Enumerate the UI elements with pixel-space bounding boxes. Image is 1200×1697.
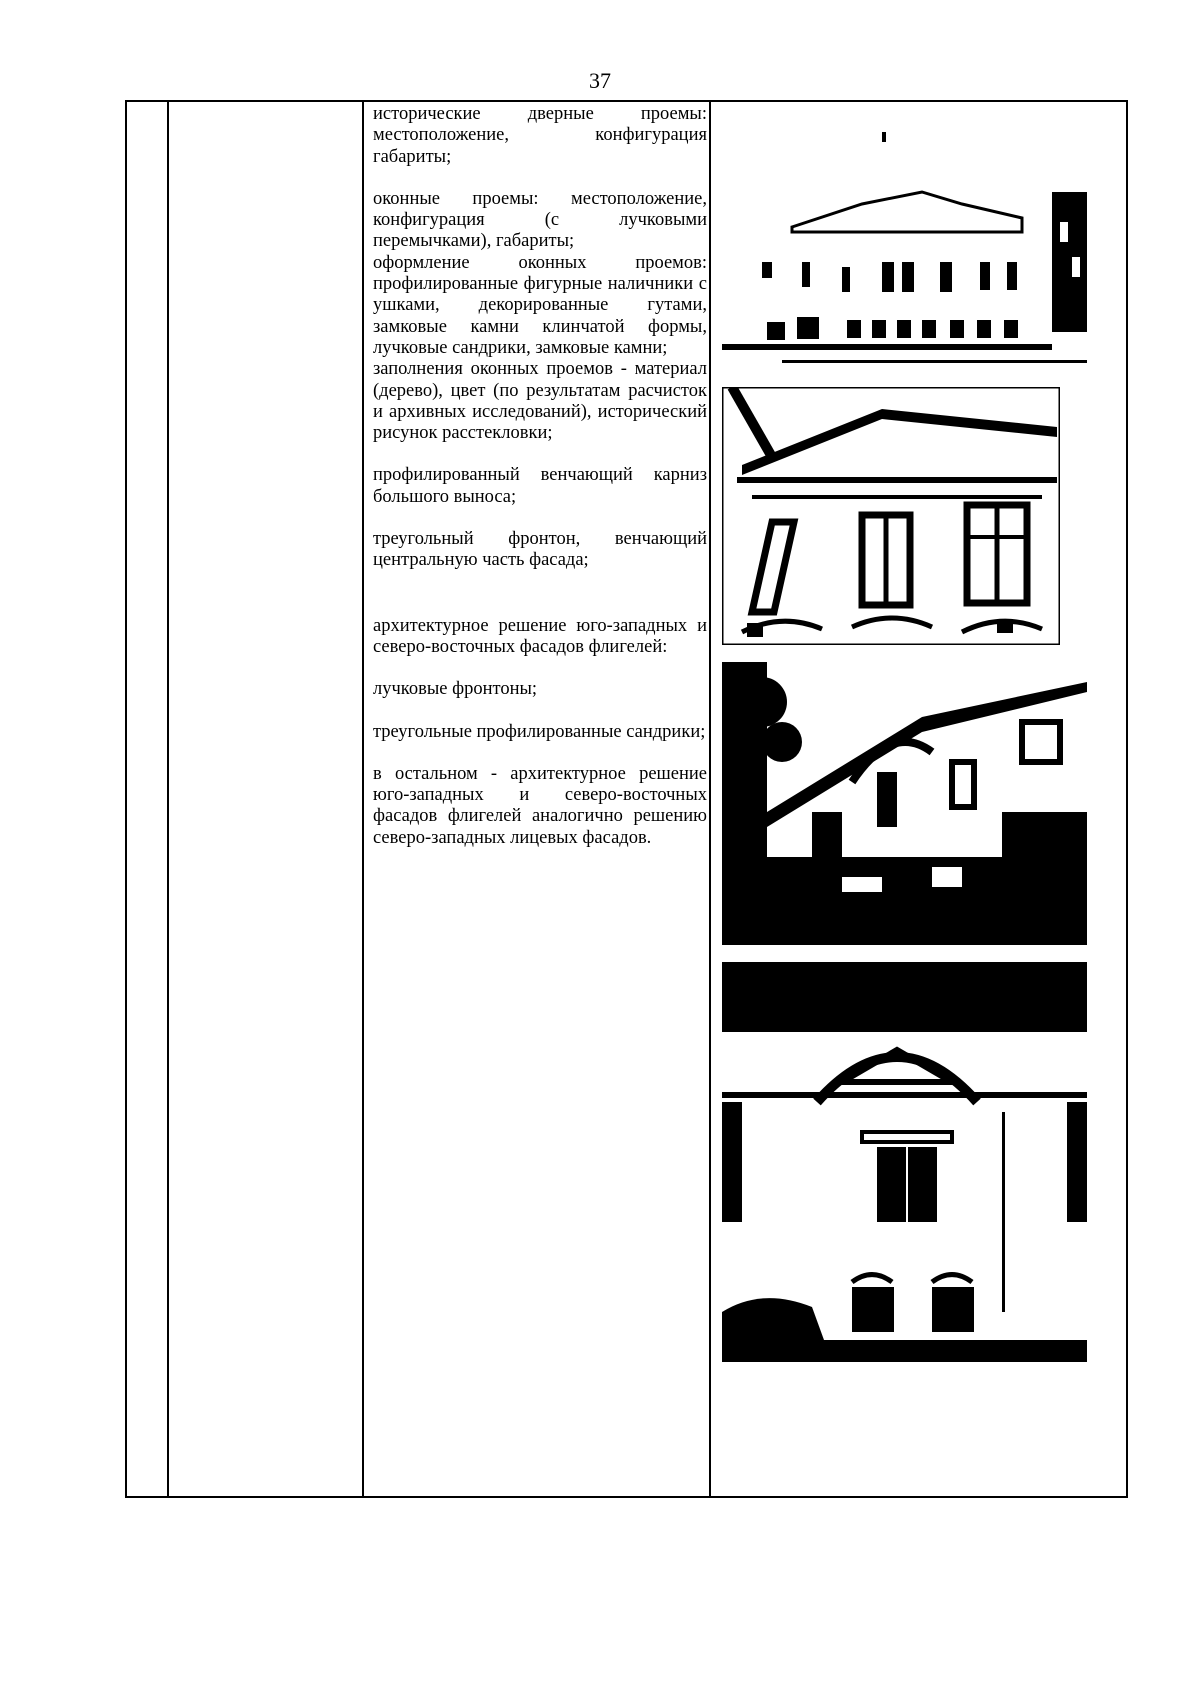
photo-wing-facade — [722, 662, 1087, 945]
photo-street-facade — [722, 132, 1087, 369]
paragraph-door-openings: исторические дверные проемы: местоположение, конфигурация габариты; — [373, 104, 707, 167]
paragraph-pediment: треугольный фронтон, венчающий центральную часть фасада; — [373, 529, 707, 571]
paragraph-window-openings: оконные проемы: местоположение, конфигурация (с лучковыми перемычками), габариты; — [373, 188, 707, 252]
photo-arched-window — [722, 962, 1087, 1362]
column-divider-2 — [362, 102, 364, 1496]
paragraph-wing-facades: архитектурное решение юго-западных и северо-восточных фасадов флигелей: — [373, 615, 707, 657]
paragraph-triangular-sandriks: треугольные профилированные сандрики; — [373, 721, 706, 742]
column-divider-1 — [167, 102, 169, 1496]
photo-pediment-windows — [722, 387, 1060, 645]
paragraph-arched-pediments: лучковые фронтоны; — [373, 679, 538, 700]
paragraph-remaining: в остальном - архитектурное решение юго-западных и северо-восточных фасадов флигелей аналогично решению северо-западных лицевых фасадов. — [373, 763, 707, 848]
paragraph-window-decoration: оформление оконных проемов: профилированные фигурные наличники с ушками, декорированные гутами, замковые камни клинчатой формы, лучковые сандрики, замковые камни; — [373, 252, 707, 358]
paragraph-window-fillings: заполнения оконных проемов - материал (дерево), цвет (по результатам расчисток и архивных исследований), исторический рисунок расстекловки; — [373, 359, 707, 444]
description-column — [373, 104, 707, 849]
column-divider-3 — [709, 102, 711, 1496]
document-table — [125, 100, 1128, 1498]
page-number: 37 — [589, 68, 611, 93]
paragraph-cornice: профилированный венчающий карниз большого выноса; — [373, 465, 707, 507]
